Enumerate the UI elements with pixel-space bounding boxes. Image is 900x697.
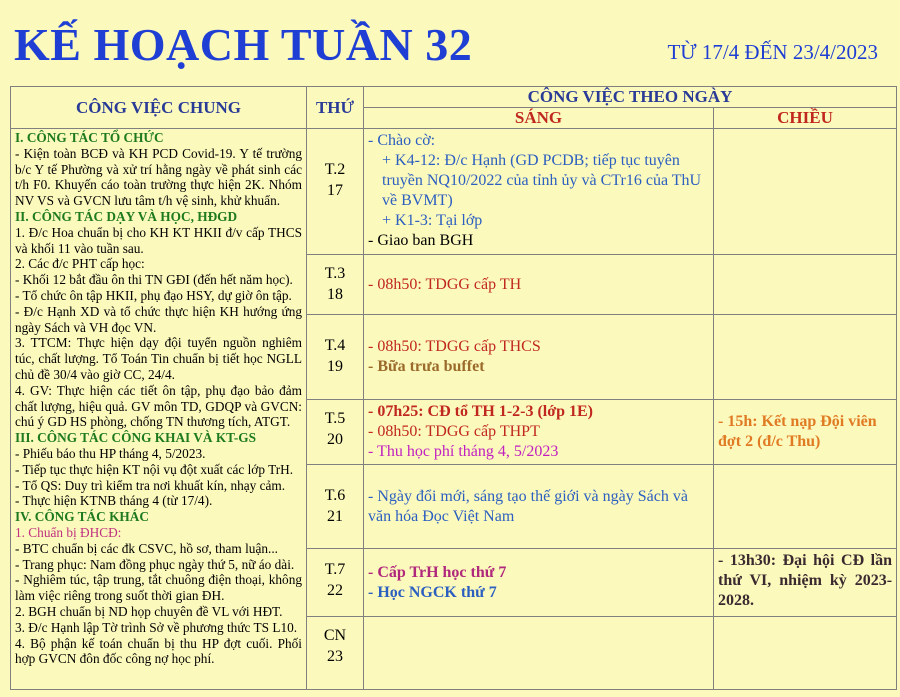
subsection-congress-prep: 1. Chuẩn bị ĐHCĐ: xyxy=(15,524,122,540)
day-label: T.4 xyxy=(324,337,346,354)
general-line: - Tổ QS: Duy trì kiểm tra nơi khuất kín, nhạy cảm. xyxy=(15,477,286,493)
day-label: CN xyxy=(323,627,347,644)
morning-thursday xyxy=(364,400,714,465)
general-tasks xyxy=(11,129,307,690)
day-wednesday xyxy=(307,315,364,400)
day-date: 20 xyxy=(327,431,343,448)
date-range: TỪ 17/4 ĐẾN 23/4/2023 xyxy=(667,40,878,64)
afternoon-saturday xyxy=(714,549,897,617)
general-line: - Đ/c Hạnh XD và tổ chức thực hiện KH hướng ứng ngày Sách và VH đọc VN. xyxy=(15,303,302,335)
day-date: 22 xyxy=(327,582,343,599)
general-line: 4. Bộ phận kế toán chuẩn bị thu HP đợt cuối. Phối hợp GVCN đôn đốc công nợ học phí. xyxy=(15,635,302,667)
section-other: IV. CÔNG TÁC KHÁC xyxy=(15,509,149,525)
day-sunday xyxy=(307,617,364,690)
task: - Thu học phí tháng 4, 5/2023 xyxy=(368,443,559,460)
task: - 13h30: Đại hội CĐ lần thứ VI, nhiệm kỳ 2023-2028. xyxy=(718,552,893,609)
day-tuesday xyxy=(307,255,364,315)
task: - 15h: Kết nạp Đội viên đợt 2 (đ/c Thu) xyxy=(718,413,877,450)
task: - Bữa trưa buffet xyxy=(368,358,485,375)
header-morning: SÁNG xyxy=(364,108,714,129)
general-line: - Kiện toàn BCĐ và KH PCD Covid-19. Y tế trường b/c Y tế Phường và xử trí hằng ngày về phát sinh các t/h F0. Khuyến cáo toàn trường thực hiện 2K. Nhóm NV VS và GVCN lưu tâm t/h vệ sinh, khử khuẩn. xyxy=(15,145,302,209)
task: - Cấp TrH học thứ 7 xyxy=(368,563,507,581)
day-date: 19 xyxy=(327,358,343,375)
page-title: KẾ HOẠCH TUẦN 32 xyxy=(14,19,473,70)
general-line: 2. Các đ/c PHT cấp học: xyxy=(15,256,145,272)
header-afternoon: CHIỀU xyxy=(714,108,897,129)
day-label: T.3 xyxy=(324,265,346,282)
day-date: 17 xyxy=(327,182,343,199)
morning-saturday xyxy=(364,549,714,617)
afternoon-wednesday xyxy=(714,315,897,400)
task: + K1-3: Tại lớp xyxy=(382,212,483,229)
morning-friday xyxy=(364,465,714,549)
afternoon-thursday xyxy=(714,400,897,465)
day-friday xyxy=(307,465,364,549)
afternoon-sunday xyxy=(714,617,897,690)
day-label: T.6 xyxy=(324,487,346,504)
task: - Chào cờ: xyxy=(368,132,436,149)
morning-tuesday xyxy=(364,255,714,315)
task: - 08h50: TDGG cấp THPT xyxy=(368,423,540,440)
general-line: - BTC chuẩn bị các đk CSVC, hồ sơ, tham luận... xyxy=(15,540,278,556)
general-line: 1. Đ/c Hoa chuẩn bị cho KH KT HKII đ/v cấp THCS và khối 11 vào tuần sau. xyxy=(15,224,302,256)
day-saturday xyxy=(307,549,364,617)
section-public: III. CÔNG TÁC CÔNG KHAI VÀ KT-GS xyxy=(15,430,256,446)
morning-wednesday xyxy=(364,315,714,400)
general-line: - Tiếp tục thực hiện KT nội vụ đột xuất các lớp TrH. xyxy=(15,461,294,477)
section-organization: I. CÔNG TÁC TỔ CHỨC xyxy=(15,130,164,145)
general-line: - Trang phục: Nam đồng phục ngày thứ 5, nữ áo dài. xyxy=(15,556,295,572)
general-line: 3. Đ/c Hạnh lập Tờ trình Sở về phương thức TS L10. xyxy=(15,619,298,635)
afternoon-tuesday xyxy=(714,255,897,315)
general-line: - Phiếu báo thu HP tháng 4, 5/2023. xyxy=(15,445,206,461)
task: - 08h50: TDGG cấp THCS xyxy=(368,338,541,355)
header-day: THỨ xyxy=(307,87,364,129)
general-line: 2. BGH chuẩn bị ND họp chuyên đề VL với HĐT. xyxy=(15,603,283,619)
weekly-plan-table xyxy=(10,86,897,690)
general-line: - Tổ chức ôn tập HKII, phụ đạo HSY, dự giờ ôn tập. xyxy=(15,287,292,303)
day-label: T.5 xyxy=(324,410,346,427)
task: + K4-12: Đ/c Hạnh (GD PCDB; tiếp tục tuyên truyền NQ10/2022 của tỉnh ủy và CTr16 của ThU về BVMT) xyxy=(382,152,702,209)
day-date: 23 xyxy=(327,648,343,665)
general-line: - Thực hiện KTNB tháng 4 (từ 17/4). xyxy=(15,493,213,509)
general-line: - Khối 12 bắt đầu ôn thi TN GĐI (đến hết năm học). xyxy=(15,272,293,288)
task: - Giao ban BGH xyxy=(368,232,474,249)
morning-monday xyxy=(364,129,714,255)
task: - 08h50: TDGG cấp TH xyxy=(368,275,522,293)
morning-sunday xyxy=(364,617,714,690)
afternoon-friday xyxy=(714,465,897,549)
day-date: 18 xyxy=(327,286,343,303)
header-daily: CÔNG VIỆC THEO NGÀY xyxy=(364,87,897,108)
task: - Ngày đổi mới, sáng tạo thế giới và ngày Sách và văn hóa Đọc Việt Nam xyxy=(368,487,688,525)
day-monday xyxy=(307,129,364,255)
task: - Học NGCK thứ 7 xyxy=(368,583,497,601)
day-date: 21 xyxy=(327,508,343,525)
header-general: CÔNG VIỆC CHUNG xyxy=(11,87,307,129)
general-line: - Nghiêm túc, tập trung, tắt chuông điện thoại, không làm việc riêng trong suốt thời gian ĐH. xyxy=(15,572,302,604)
section-teaching: II. CÔNG TÁC DẠY VÀ HỌC, HĐGD xyxy=(15,208,238,224)
day-label: T.2 xyxy=(324,161,346,178)
general-line: 4. GV: Thực hiện các tiết ôn tập, phụ đạo bảo đảm chất lượng, hiệu quả. GV môn TD, GDQP và GVCN: chú ý GD HS phòng, chống TN thương tích, ATGT. xyxy=(15,382,302,430)
day-label: T.7 xyxy=(324,561,346,578)
task: - 07h25: CĐ tổ TH 1-2-3 (lớp 1E) xyxy=(368,403,594,420)
general-line: 3. TTCM: Thực hiện dạy đội tuyển nguồn nghiêm túc, chất lượng. Tổ Toán Tin chuẩn bị tiết học NGLL chủ đề 30/4 vào giờ CC, 24/4. xyxy=(15,335,302,382)
day-thursday xyxy=(307,400,364,465)
afternoon-monday xyxy=(714,129,897,255)
